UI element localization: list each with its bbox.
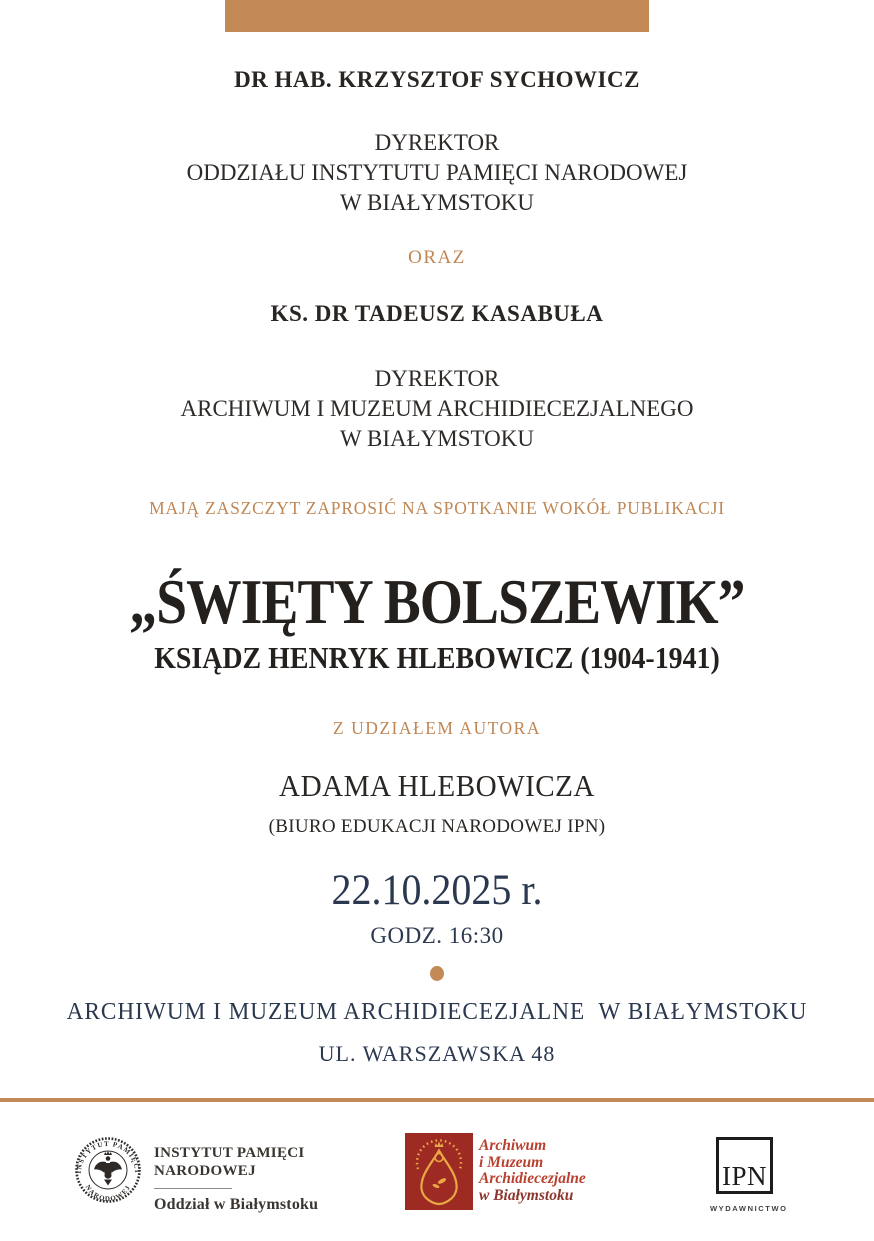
- role-line: W BIAŁYMSTOKU: [339, 190, 535, 215]
- publisher-logo-box: [716, 1137, 773, 1194]
- role-line: ARCHIWUM I MUZEUM ARCHIDIECEZJALNEGO: [180, 396, 694, 421]
- archive-text-line: i Muzeum: [479, 1153, 544, 1171]
- role-line: ODDZIAŁU INSTYTUTU PAMIĘCI NARODOWEJ: [186, 160, 688, 185]
- footer-divider-rule: [0, 1098, 874, 1102]
- event-time: GODZ. 16:30: [370, 923, 504, 948]
- publication-title: „ŚWIĘTY BOLSZEWIK”: [129, 567, 745, 637]
- ipn-branch-text: [154, 1144, 318, 1214]
- seal-top-text: INSTYTUT PAMIĘCI: [74, 1139, 142, 1174]
- publisher-logo-label: IPN: [721, 1161, 767, 1191]
- author-name: ADAMA HLEBOWICZA: [279, 768, 595, 803]
- branch-divider: [154, 1188, 232, 1189]
- svg-text:NARODOWEJ: [83, 1183, 132, 1203]
- role-line: W BIAŁYMSTOKU: [339, 426, 535, 451]
- archive-logo: [405, 1133, 473, 1210]
- archive-text-line: w Białymstoku: [479, 1186, 574, 1204]
- branch-name: Oddział w Białymstoku: [154, 1196, 319, 1213]
- publisher-caption: WYDAWNICTWO: [710, 1204, 788, 1213]
- archive-text-line: Archiwum: [479, 1137, 547, 1154]
- eagle-glyph: [94, 1151, 122, 1186]
- presenter2-name: KS. DR TADEUSZ KASABUŁA: [270, 301, 604, 326]
- madonna-emblem-icon: [405, 1133, 473, 1210]
- archive-text-line: Archidiecezjalne: [479, 1170, 586, 1187]
- role-line: DYREKTOR: [374, 130, 500, 155]
- event-venue: ARCHIWUM I MUZEUM ARCHIDIECEZJALNE W BIAŁYMSTOKU: [66, 999, 808, 1025]
- role-line: DYREKTOR: [374, 366, 500, 391]
- seal-bottom-text: NARODOWEJ: [83, 1183, 133, 1203]
- org-name-line: INSTYTUT PAMIĘCI: [154, 1145, 305, 1161]
- presenter1-role: [0, 128, 874, 218]
- archive-logo-text: [479, 1138, 586, 1204]
- event-date: 22.10.2025 r.: [331, 867, 543, 914]
- with-author-label: Z UDZIAŁEM AUTORA: [333, 718, 541, 738]
- invitation-lead: MAJĄ ZASZCZYT ZAPROSIĆ NA SPOTKANIE WOKÓŁ PUBLIKACJI: [149, 498, 725, 518]
- author-affiliation: (BIURO EDUKACJI NARODOWEJ IPN): [268, 816, 606, 837]
- publication-subtitle: KSIĄDZ HENRYK HLEBOWICZ (1904-1941): [154, 640, 720, 675]
- org-name-line: NARODOWEJ: [154, 1163, 256, 1179]
- presenter2-role: [0, 364, 874, 454]
- ipn-seal-eagle-icon: [74, 1136, 142, 1204]
- presenter1-name: DR HAB. KRZYSZTOF SYCHOWICZ: [234, 67, 640, 92]
- top-accent-bar: [225, 0, 649, 32]
- event-address: UL. WARSZAWSKA 48: [318, 1041, 556, 1066]
- conjunction-label: ORAZ: [408, 247, 466, 268]
- separator-dot-icon: [430, 966, 444, 981]
